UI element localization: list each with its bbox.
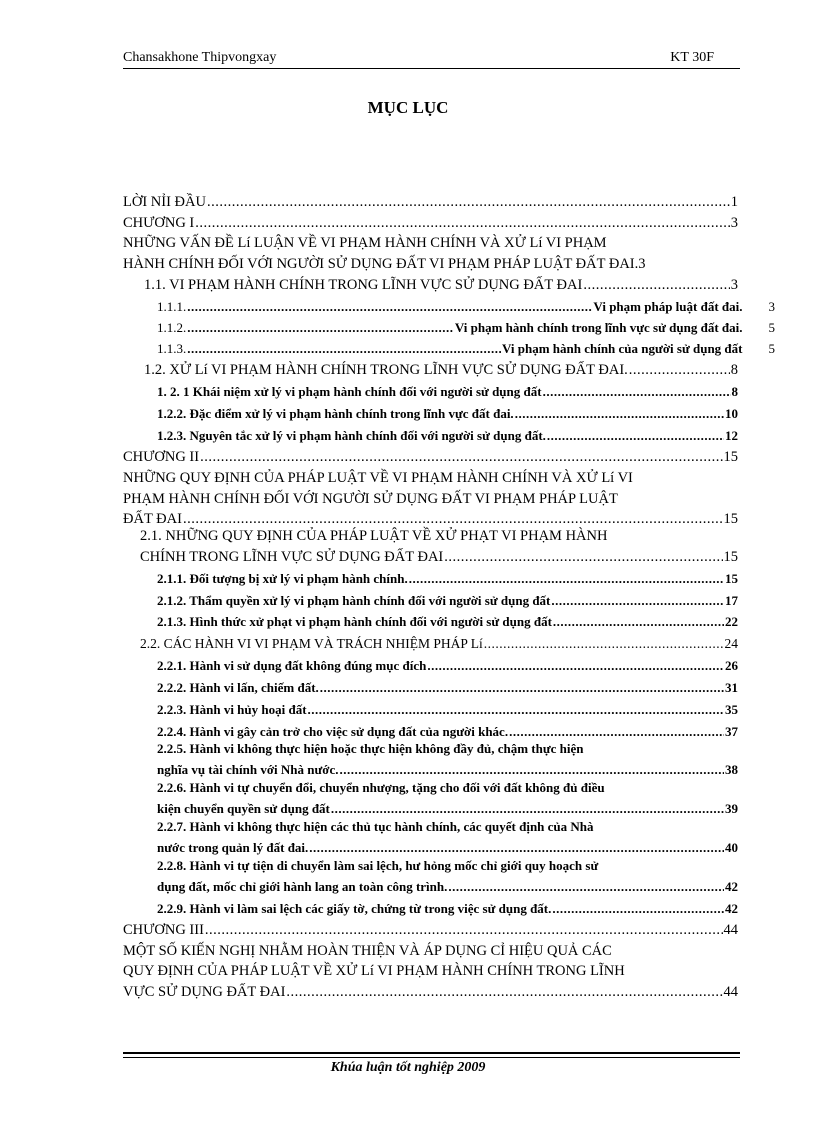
toc-leader <box>552 900 724 918</box>
toc-leader <box>551 592 724 610</box>
toc-page: 24 <box>724 636 738 651</box>
toc-label: CHƯƠNG II <box>123 449 200 465</box>
toc-number: 1.1.3. <box>157 341 187 356</box>
toc-entry[interactable] <box>123 448 738 466</box>
toc-label: 1.2. XỬ Lí VI PHẠM HÀNH CHÍNH TRONG LĨNH VỰC SỬ DỤNG ĐẤT ĐAI. <box>144 362 628 378</box>
toc-entry[interactable] <box>157 592 738 610</box>
toc-label: 2.1.1. Đối tượng bị xử lý vi phạm hành chính. <box>157 571 408 586</box>
toc-leader <box>320 679 724 697</box>
toc-page: 10 <box>725 406 738 421</box>
toc-label: 1.2.3. Nguyên tắc xử lý vi phạm hành chính đối với người sử dụng đất. <box>157 428 546 443</box>
toc-leader <box>484 635 724 653</box>
toc-entry[interactable] <box>157 613 738 631</box>
toc-page: 22 <box>725 614 738 629</box>
toc-leader <box>187 340 501 358</box>
toc-leader <box>187 298 592 316</box>
subsection-title-line: 2.2.8. Hành vi tự tiện di chuyển làm sai lệch, hư hỏng mốc chỉ giới quy hoạch sử <box>157 858 599 873</box>
toc-entry[interactable] <box>157 319 775 337</box>
toc-entry[interactable] <box>157 427 738 445</box>
toc-entry[interactable] <box>123 193 738 211</box>
toc-page: 8 <box>730 362 738 378</box>
toc-leader <box>308 701 724 719</box>
toc-label: CHƯƠNG I <box>123 215 195 231</box>
page-title: MỤC LỤC <box>367 98 449 117</box>
toc-leader <box>427 657 724 675</box>
toc-label: Vi phạm hành chính của người sử dụng đất <box>501 341 743 356</box>
toc-leader <box>207 193 730 211</box>
footer-rule-thick <box>123 1052 740 1054</box>
section-title-line: 2.1. NHỮNG QUY ĐỊNH CỦA PHÁP LUẬT VỀ XỬ PHẠT VI PHẠM HÀNH <box>140 528 608 544</box>
chapter-title-line: NHỮNG VẤN ĐỀ Lí LUẬN VỀ VI PHẠM HÀNH CHÍNH VÀ XỬ Lí VI PHẠM <box>123 235 607 251</box>
header-author: Chansakhone Thipvongxay <box>123 50 277 65</box>
toc-leader <box>448 878 724 896</box>
toc-label: nước trong quản lý đất đai. <box>157 840 309 855</box>
chapter-title-line: PHẠM HÀNH CHÍNH ĐỐI VỚI NGƯỜI SỬ DỤNG ĐẤT VI PHẠM PHÁP LUẬT <box>123 491 618 507</box>
chapter-title-line: QUY ĐỊNH CỦA PHÁP LUẬT VỀ XỬ Lí VI PHẠM HÀNH CHÍNH TRONG LĨNH <box>123 963 625 979</box>
toc-entry[interactable] <box>157 900 738 918</box>
toc-page: 5 <box>768 341 775 356</box>
toc-leader <box>195 214 729 232</box>
toc-entry[interactable] <box>144 276 738 294</box>
toc-leader <box>340 761 725 779</box>
toc-label: 2.1.2. Thẩm quyền xử lý vi phạm hành chính đối với người sử dụng đất <box>157 593 551 608</box>
toc-page: 15 <box>723 511 738 527</box>
toc-entry[interactable] <box>157 383 738 401</box>
toc-page: 5 <box>768 320 775 335</box>
toc-entry[interactable] <box>157 679 738 697</box>
toc-leader <box>331 800 724 818</box>
toc-entry[interactable] <box>157 340 775 358</box>
toc-label: 1.1. VI PHẠM HÀNH CHÍNH TRONG LĨNH VỰC SỬ DỤNG ĐẤT ĐAI <box>144 277 583 293</box>
toc-leader <box>187 319 454 337</box>
toc-page: 15 <box>723 549 738 565</box>
toc-label: 2.2. CÁC HÀNH VI VI PHẠM VÀ TRÁCH NHIỆM PHÁP Lí <box>140 636 483 651</box>
toc-entry[interactable] <box>157 405 738 423</box>
toc-page: 15 <box>725 571 738 586</box>
footer-rule-thin <box>123 1057 740 1058</box>
toc-page: 42 <box>725 879 738 894</box>
toc-page: 26 <box>725 658 738 673</box>
toc-page: 42 <box>725 901 738 916</box>
toc-number: 1.1.1. <box>157 299 187 314</box>
toc-label: 1. 2. 1 Khái niệm xử lý vi phạm hành chính đối với người sử dụng đất <box>157 384 542 399</box>
toc-page: 3 <box>768 299 775 314</box>
toc-number: 1.1.2. <box>157 320 187 335</box>
subsection-title-line: 2.2.5. Hành vi không thực hiện hoặc thực hiện không đầy đủ, chậm thực hiện <box>157 741 584 756</box>
toc-leader <box>543 383 731 401</box>
toc-entry[interactable] <box>123 921 738 939</box>
toc-label: 2.2.3. Hành vi hủy hoại đất <box>157 702 307 717</box>
toc-label: ĐẤT ĐAI <box>123 511 182 527</box>
toc-page: 31 <box>725 680 738 695</box>
toc-leader <box>205 921 723 939</box>
toc-label: LỜI NỈI ĐẦU <box>123 194 206 210</box>
toc-leader <box>444 548 722 566</box>
toc-label: 2.2.9. Hành vi làm sai lệch các giấy tờ, chứng từ trong việc sử dụng đất. <box>157 901 552 916</box>
toc-page: 3 <box>730 215 738 231</box>
toc-entry[interactable] <box>123 510 738 528</box>
toc-entry[interactable] <box>140 548 738 566</box>
toc-entry[interactable] <box>157 761 738 779</box>
toc-leader <box>515 405 724 423</box>
toc-entry[interactable] <box>123 983 738 1001</box>
toc-label: VỰC SỬ DỤNG ĐẤT ĐAI <box>123 984 286 1000</box>
chapter-title-line: HÀNH CHÍNH ĐỐI VỚI NGƯỜI SỬ DỤNG ĐẤT VI PHẠM PHÁP LUẬT ĐẤT ĐAI.3 <box>123 256 646 272</box>
toc-page: 44 <box>723 922 738 938</box>
toc-entry[interactable] <box>157 839 738 857</box>
toc-label: 1.2.2. Đặc điểm xử lý vi phạm hành chính trong lĩnh vực đất đai. <box>157 406 514 421</box>
chapter-title-line: MỘT SỐ KIẾN NGHỊ NHẰM HOÀN THIỆN VÀ ÁP DỤNG CỈ HIỆU QUẢ CÁC <box>123 943 612 959</box>
toc-entry[interactable] <box>157 570 738 588</box>
toc-leader <box>200 448 722 466</box>
toc-leader <box>409 570 724 588</box>
toc-page: 8 <box>731 384 738 399</box>
toc-label: 2.2.4. Hành vi gây cản trở cho việc sử dụng đất của người khác. <box>157 724 509 739</box>
toc-leader <box>509 723 724 741</box>
toc-page: 39 <box>725 801 738 816</box>
toc-page: 1 <box>730 194 738 210</box>
toc-label: nghĩa vụ tài chính với Nhà nước. <box>157 762 339 777</box>
toc-entry[interactable] <box>157 298 775 316</box>
toc-label: Vi phạm pháp luật đất đai. <box>593 299 743 314</box>
header-class: KT 30F <box>670 50 714 65</box>
toc-leader <box>583 276 729 294</box>
toc-page: 38 <box>725 762 738 777</box>
toc-entry[interactable] <box>157 657 738 675</box>
subsection-title-line: 2.2.6. Hành vi tự chuyển đổi, chuyển nhượng, tặng cho đối với đất không đủ điều <box>157 780 605 795</box>
toc-label: kiện chuyển quyền sử dụng đất <box>157 801 330 816</box>
toc-label: CHƯƠNG III <box>123 922 204 938</box>
toc-leader <box>553 613 724 631</box>
toc-entry[interactable] <box>157 701 738 719</box>
toc-label: CHÍNH TRONG LĨNH VỰC SỬ DỤNG ĐẤT ĐAI <box>140 549 444 565</box>
toc-label: 2.1.3. Hình thức xử phạt vi phạm hành chính đối với người sử dụng đất <box>157 614 552 629</box>
toc-leader <box>286 983 722 1001</box>
toc-page: 17 <box>725 593 738 608</box>
toc-label: 2.2.2. Hành vi lấn, chiếm đất. <box>157 680 319 695</box>
toc-entry[interactable] <box>157 723 738 741</box>
toc-entry[interactable] <box>140 635 738 653</box>
toc-page: 35 <box>725 702 738 717</box>
toc-page: 3 <box>730 277 738 293</box>
toc-leader <box>547 427 724 445</box>
toc-page: 44 <box>723 984 738 1000</box>
toc-leader <box>629 361 730 379</box>
toc-leader <box>309 839 724 857</box>
toc-label: Vi phạm hành chính trong lĩnh vực sử dụng đất đai. <box>454 320 743 335</box>
toc-page: 40 <box>725 840 738 855</box>
toc-page: 12 <box>725 428 738 443</box>
toc-page: 37 <box>725 724 738 739</box>
toc-label: dụng đất, mốc chỉ giới hành lang an toàn công trình. <box>157 879 448 894</box>
subsection-title-line: 2.2.7. Hành vi không thực hiện các thủ tục hành chính, các quyết định của Nhà <box>157 819 594 834</box>
footer-text: Khúa luận tốt nghiệp 2009 <box>330 1060 486 1075</box>
toc-entry[interactable] <box>144 361 738 379</box>
toc-entry[interactable] <box>157 800 738 818</box>
toc-label: 2.2.1. Hành vi sử dụng đất không đúng mục đích <box>157 658 427 673</box>
toc-entry[interactable] <box>123 214 738 232</box>
toc-entry[interactable] <box>157 878 738 896</box>
toc-leader <box>183 510 723 528</box>
chapter-title-line: NHỮNG QUY ĐỊNH CỦA PHÁP LUẬT VỀ VI PHẠM HÀNH CHÍNH VÀ XỬ Lí VI <box>123 470 633 486</box>
toc-page: 15 <box>723 449 738 465</box>
